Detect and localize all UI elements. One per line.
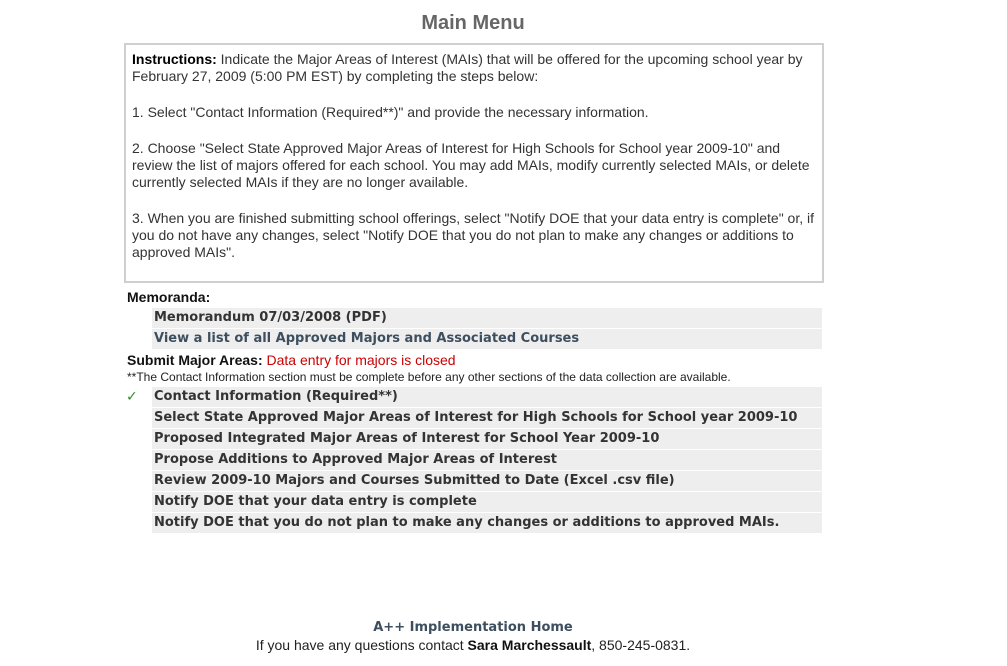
- menu-item-contact-information[interactable]: [126, 387, 822, 407]
- contact-line: [0, 637, 946, 653]
- instructions-intro-text: Indicate the Major Areas of Interest (MAIs) that will be offered for the upcoming school year by February 27, 2009 (5:00 PM EST) by completing the steps below:: [132, 51, 803, 84]
- memoranda-label: Memoranda:: [127, 289, 211, 305]
- memoranda-list: [152, 308, 822, 350]
- instructions-box: [124, 43, 824, 283]
- memoranda-link-memorandum[interactable]: Memorandum 07/03/2008 (PDF): [152, 308, 822, 328]
- menu-item-proposed-integrated-mai[interactable]: Proposed Integrated Major Areas of Interest for School Year 2009-10: [152, 429, 822, 449]
- instructions-step-1: 1. Select "Contact Information (Required**)" and provide the necessary information.: [132, 104, 649, 120]
- instructions-label: Instructions:: [132, 51, 217, 67]
- contact-info-footnote: **The Contact Information section must be complete before any other sections of the data collection are available.: [127, 370, 731, 384]
- submit-major-areas-label: Submit Major Areas:: [127, 352, 263, 368]
- contact-name: Sara Marchessault: [467, 637, 592, 653]
- menu-item-contact-information-label: Contact Information (Required**): [154, 389, 398, 404]
- instructions-intro: [132, 51, 816, 85]
- menu-item-propose-additions[interactable]: Propose Additions to Approved Major Areas of Interest: [152, 450, 822, 470]
- page-title: Main Menu: [421, 12, 525, 34]
- menu-item-review-majors-csv[interactable]: Review 2009-10 Majors and Courses Submitted to Date (Excel .csv file): [152, 471, 822, 491]
- instructions-step-3: 3. When you are finished submitting school offerings, select "Notify DOE that your data entry is complete" or, if you do not have any changes, select "Notify DOE that you do not plan to make any changes or additions to approved MAIs".: [132, 210, 815, 260]
- instructions-step-2: 2. Choose "Select State Approved Major Areas of Interest for High Schools for School year 2009-10" and review the list of majors offered for each school. You may add MAIs, modify currently selected MAIs, or delete currently selected MAIs if they are no longer available.: [132, 140, 810, 190]
- implementation-home-link[interactable]: A++ Implementation Home: [373, 620, 573, 635]
- submit-major-areas-header: [127, 352, 456, 368]
- data-entry-closed-status: Data entry for majors is closed: [266, 352, 456, 368]
- menu-item-select-state-approved-mai[interactable]: Select State Approved Major Areas of Interest for High Schools for School year 2009-10: [152, 408, 822, 428]
- menu-item-notify-no-changes[interactable]: Notify DOE that you do not plan to make any changes or additions to approved MAIs.: [152, 513, 822, 533]
- menu-item-notify-complete[interactable]: Notify DOE that your data entry is complete: [152, 492, 822, 512]
- contact-phone: , 850-245-0831.: [591, 637, 691, 653]
- submit-major-areas-list: [126, 387, 822, 534]
- contact-prefix: If you have any questions contact: [255, 637, 464, 653]
- check-icon: ✓: [126, 389, 138, 405]
- memoranda-link-approved-majors[interactable]: View a list of all Approved Majors and Associated Courses: [152, 329, 822, 349]
